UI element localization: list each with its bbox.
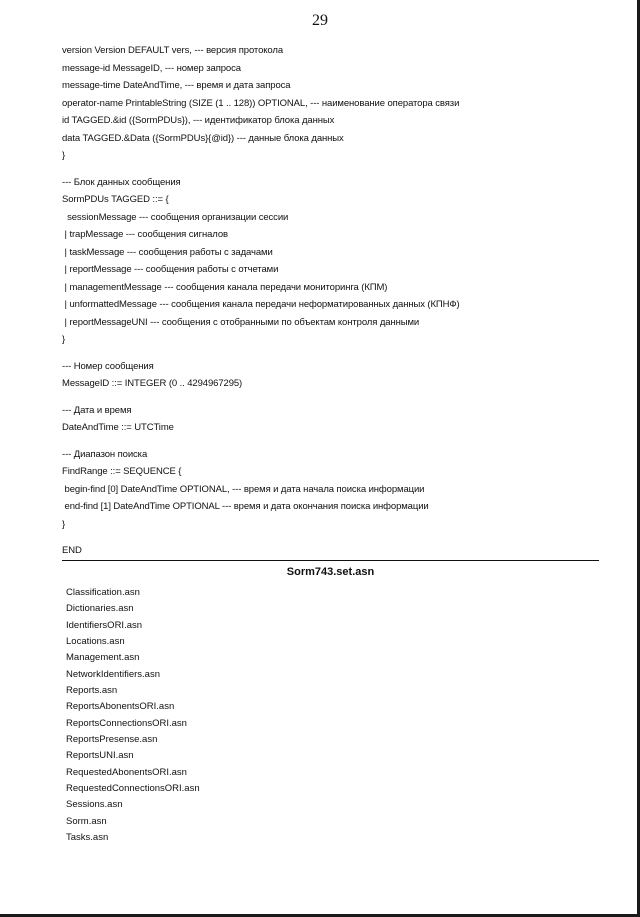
- file-list-item: IdentifiersORI.asn: [66, 619, 143, 631]
- file-list-item: Tasks.asn: [66, 832, 109, 844]
- code-line: }: [62, 150, 66, 161]
- code-line: version Version DEFAULT vers, --- версия протокола: [62, 45, 284, 56]
- file-list-item: Dictionaries.asn: [66, 603, 134, 615]
- code-line: operator-name PrintableString (SIZE (1 .. 128)) OPTIONAL, --- наименование оператора связи: [62, 97, 460, 109]
- page-number: 29: [312, 12, 328, 29]
- code-line: SormPDUs TAGGED ::= {: [62, 194, 169, 205]
- blank-line: [62, 349, 622, 358]
- code-line: end-find [1] DateAndTime OPTIONAL --- время и дата окончания поиска информации: [62, 501, 429, 512]
- code-line: MessageID ::= INTEGER (0 .. 4294967295): [62, 378, 243, 389]
- code-end: END: [62, 545, 82, 556]
- code-line: | taskMessage --- сообщения работы с задачами: [62, 246, 273, 258]
- code-line: DateAndTime ::= UTCTime: [62, 422, 174, 433]
- code-line: message-id MessageID, --- номер запроса: [62, 62, 241, 74]
- section-title: Sorm743.set.asn: [286, 566, 375, 578]
- section-divider: [62, 560, 599, 561]
- code-line: data TAGGED.&Data ({SormPDUs}{@id}) --- данные блока данных: [62, 132, 344, 144]
- code-line: | trapMessage --- сообщения сигналов: [62, 229, 228, 240]
- blank-line: [62, 165, 622, 174]
- file-list-item: ReportsConnectionsORI.asn: [66, 717, 187, 729]
- code-line: }: [62, 518, 66, 530]
- code-line: begin-find [0] DateAndTime OPTIONAL, --- время и дата начала поиска информации: [62, 483, 425, 495]
- file-list-item: ReportsUNI.asn: [66, 750, 134, 762]
- code-line: | unformattedMessage --- сообщения канала передачи неформатированных данных (КПНФ): [62, 299, 460, 310]
- code-line: | reportMessageUNI --- сообщения с отобранными по объектам контроля данными: [62, 316, 420, 328]
- code-comment: --- Номер сообщения: [62, 360, 154, 372]
- code-line: | reportMessage --- сообщения работы с отчетами: [62, 264, 279, 275]
- blank-line: [62, 533, 622, 542]
- code-line: sessionMessage --- сообщения организации сессии: [62, 211, 289, 223]
- file-list-item: NetworkIdentifiers.asn: [66, 668, 160, 680]
- code-line: message-time DateAndTime, --- время и дата запроса: [62, 80, 291, 91]
- file-list-item: ReportsPresense.asn: [66, 734, 158, 746]
- code-line: | managementMessage --- сообщения канала передачи мониторинга (КПМ): [62, 281, 388, 293]
- file-list-item: ReportsAbonentsORI.asn: [66, 701, 175, 713]
- file-list-item: Management.asn: [66, 652, 140, 664]
- file-list: [66, 585, 366, 847]
- file-list-item: Classification.asn: [66, 587, 140, 598]
- file-list-item: Sessions.asn: [66, 799, 123, 811]
- code-line: FindRange ::= SEQUENCE {: [62, 466, 182, 477]
- file-list-item: RequestedConnectionsORI.asn: [66, 783, 200, 795]
- code-line: }: [62, 334, 66, 345]
- file-list-item: Locations.asn: [66, 636, 125, 648]
- file-list-item: Reports.asn: [66, 685, 118, 697]
- file-list-item: Sorm.asn: [66, 815, 107, 827]
- blank-line: [62, 393, 622, 402]
- code-comment: --- Блок данных сообщения: [62, 176, 181, 188]
- code-comment: --- Дата и время: [62, 404, 132, 416]
- blank-line: [62, 437, 622, 446]
- asn1-code-block: [62, 42, 622, 560]
- code-comment: --- Диапазон поиска: [62, 448, 148, 460]
- code-line: id TAGGED.&id ({SormPDUs}), --- идентификатор блока данных: [62, 115, 335, 126]
- file-list-item: RequestedAbonentsORI.asn: [66, 766, 187, 778]
